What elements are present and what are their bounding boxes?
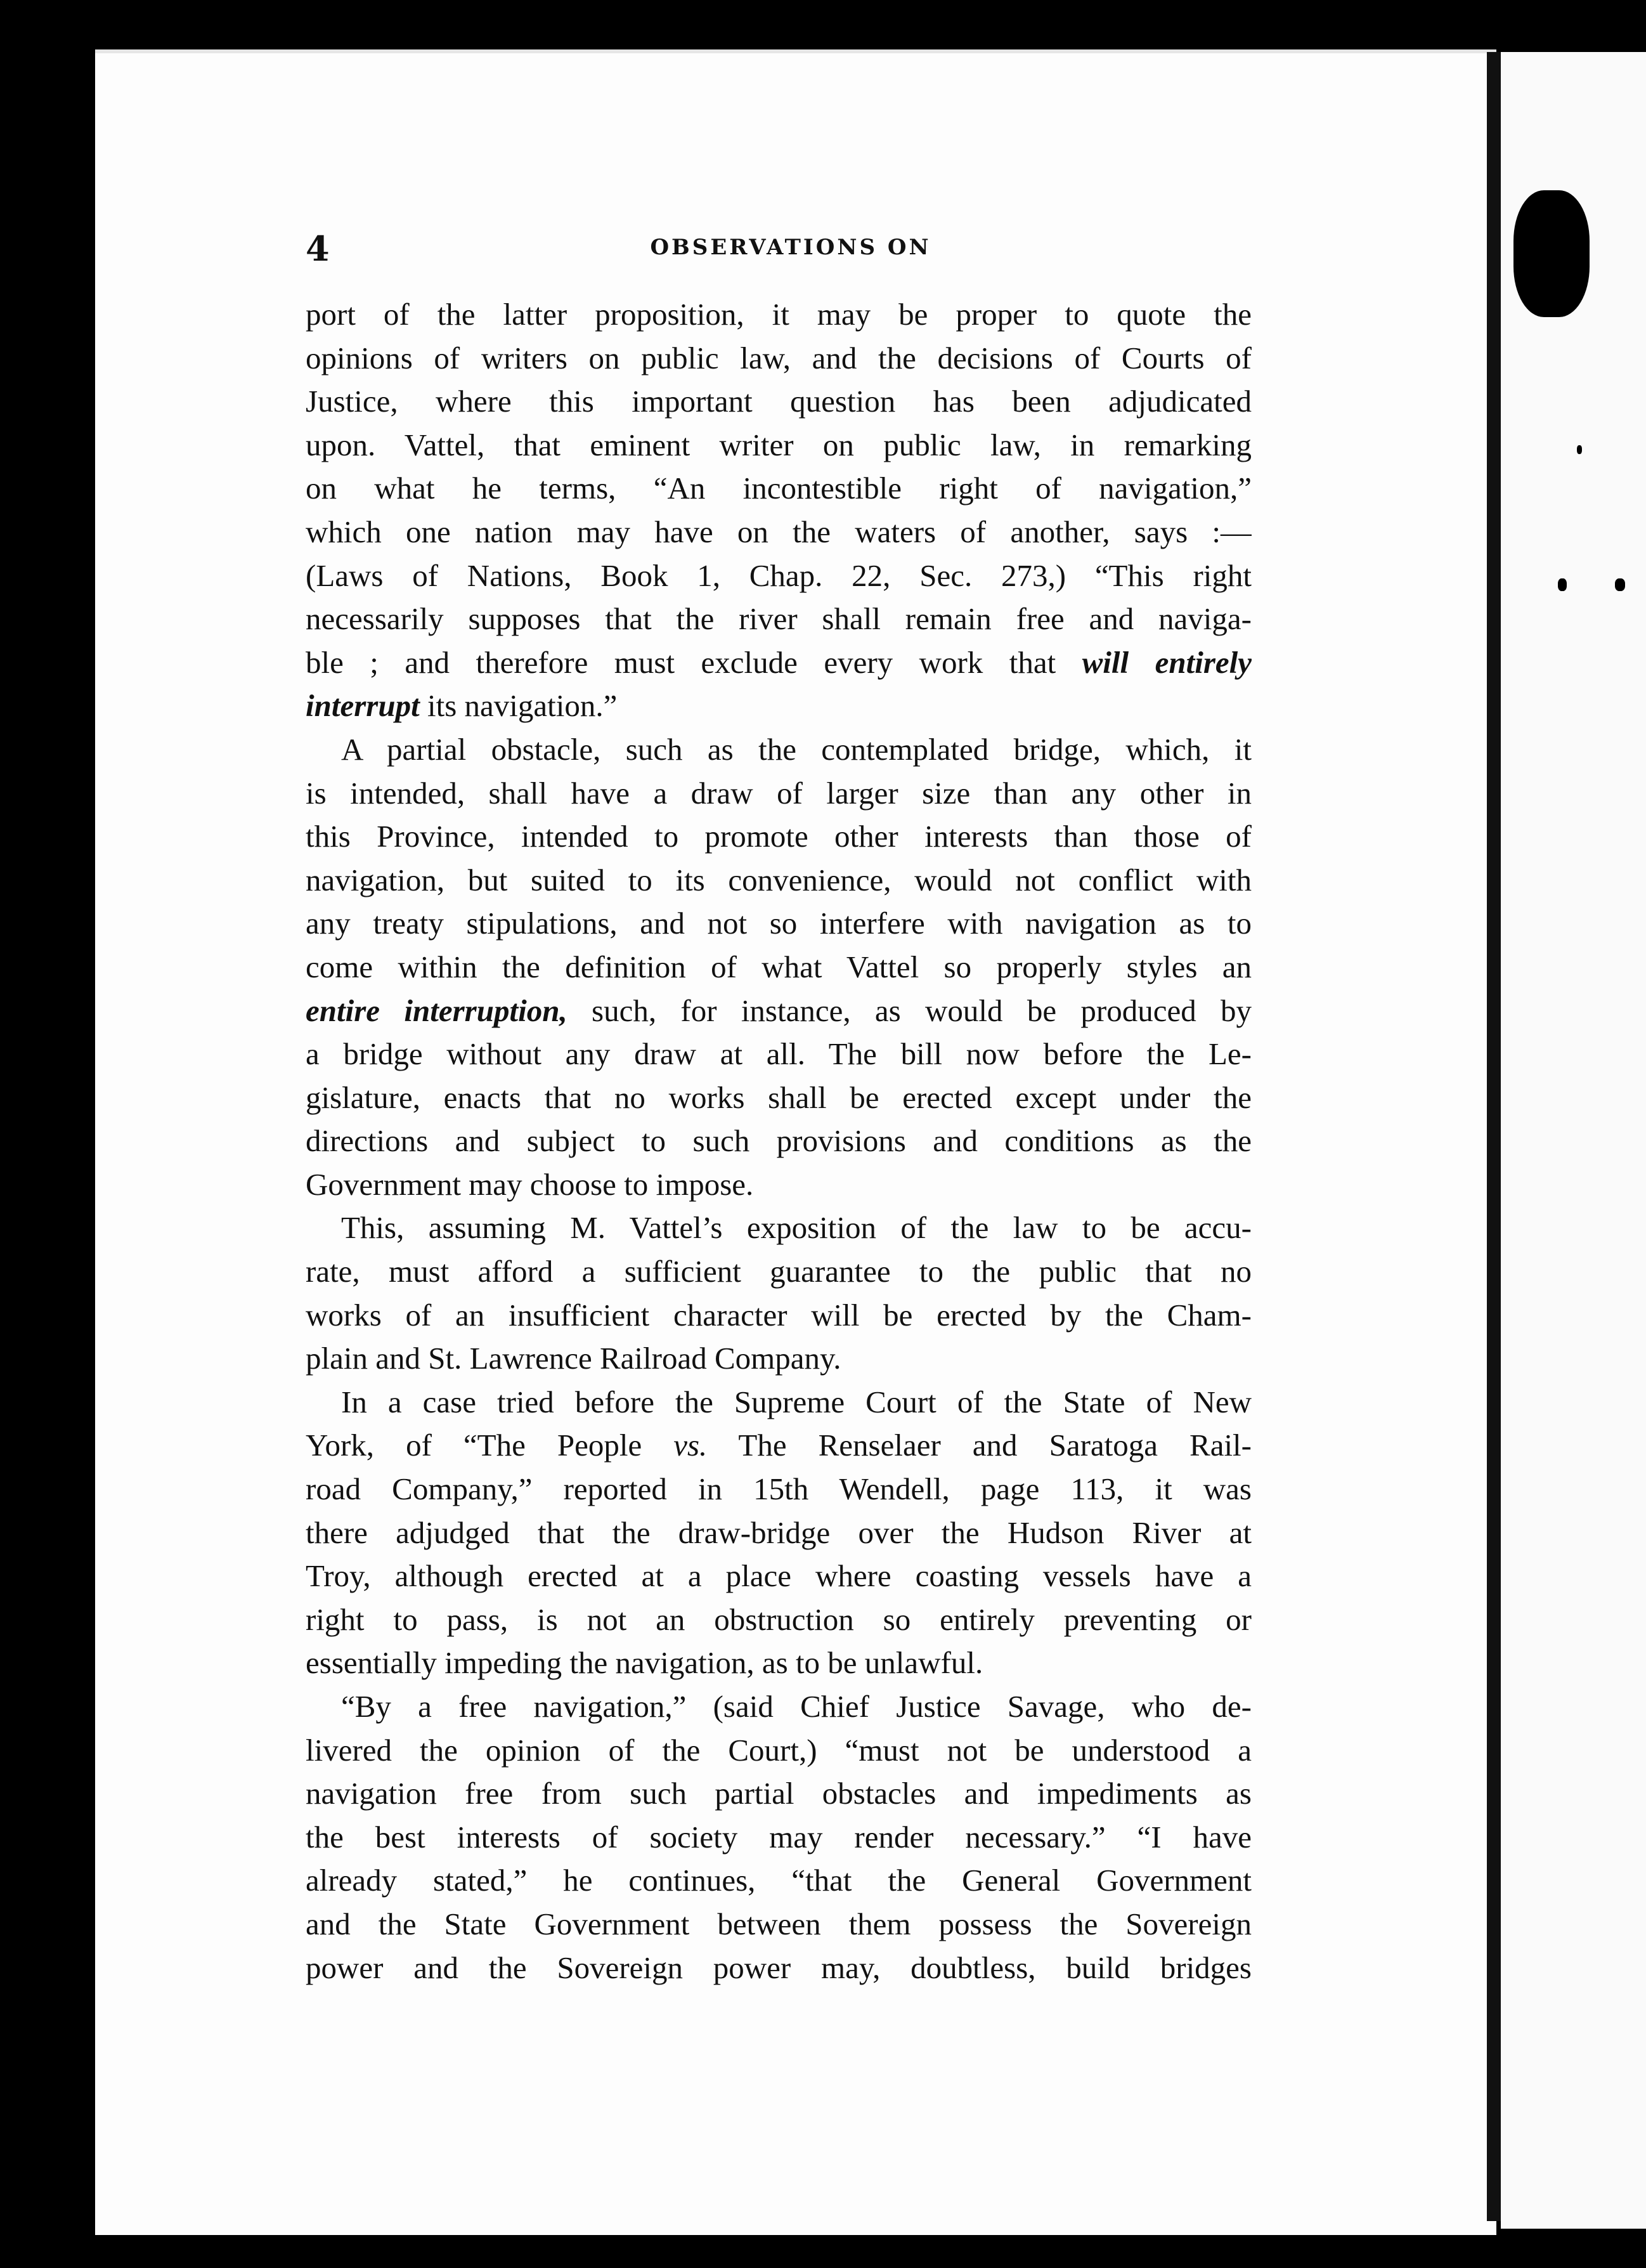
running-head: OBSERVATIONS ON <box>650 235 931 260</box>
text-line: road Company,” reported in 15th Wendell, page 113, it was <box>306 1471 1252 1507</box>
italic-text: vs. <box>673 1428 708 1463</box>
text-line: a bridge without any draw at all. The bill now before the Le- <box>306 1036 1252 1072</box>
page-number: 4 <box>306 228 330 269</box>
text-line: port of the latter proposition, it may be proper to quote the <box>306 297 1252 332</box>
ink-speck <box>1558 578 1567 591</box>
text-line: gislature, enacts that no works shall be erected except under the <box>306 1079 1252 1115</box>
text-line: navigation free from such partial obstacles and impediments as <box>306 1776 1252 1811</box>
text-line: any treaty stipulations, and not so interfere with navigation as to <box>306 906 1252 941</box>
italic-text: entire interruption, <box>306 993 567 1028</box>
text-line: “By a free navigation,” (said Chief Justice Savage, who de- <box>341 1689 1252 1724</box>
text-line: navigation, but suited to its convenience, would not conflict with <box>306 862 1252 897</box>
ink-blot <box>1513 190 1590 317</box>
ink-speck <box>1615 578 1625 591</box>
text-line: and the State Government between them possess the Sovereign <box>306 1906 1252 1941</box>
text-line: the best interests of society may render necessary.” “I have <box>306 1819 1252 1854</box>
text-line: there adjudged that the draw-bridge over the Hudson River at <box>306 1515 1252 1550</box>
ink-speck <box>1577 445 1582 454</box>
text-line: Justice, where this important question has been adjudicated <box>306 384 1252 419</box>
text-line: opinions of writers on public law, and the decisions of Courts of <box>306 340 1252 375</box>
text-line: This, assuming M. Vattel’s exposition of the law to be accu- <box>341 1210 1252 1246</box>
text-line: directions and subject to such provisions and conditions as the <box>306 1123 1252 1159</box>
text-line: right to pass, is not an obstruction so entirely preventing or <box>306 1601 1252 1637</box>
text-line: which one nation may have on the waters of another, says :— <box>306 514 1252 549</box>
text-line: works of an insufficient character will be erected by the Cham- <box>306 1297 1252 1333</box>
text-line: power and the Sovereign power may, doubtless, build bridges <box>306 1950 1252 1985</box>
text-line: A partial obstacle, such as the contemplated bridge, which, it <box>341 731 1252 767</box>
text-line: this Province, intended to promote other interests than those of <box>306 819 1252 854</box>
text-line: plain and St. Lawrence Railroad Company. <box>306 1341 841 1376</box>
text-line: (Laws of Nations, Book 1, Chap. 22, Sec. 273,) “This right <box>306 557 1252 593</box>
text-line: come within the definition of what Vattel so properly styles an <box>306 949 1252 984</box>
text-line: interrupt its navigation.” <box>306 688 618 724</box>
italic-text: will entirely <box>1082 644 1252 680</box>
body-text <box>306 293 1252 1990</box>
text-line: ble ; and therefore must exclude every work that will entirely <box>306 644 1252 680</box>
text-line: Troy, although erected at a place where coasting vessels have a <box>306 1558 1252 1594</box>
text-line: is intended, shall have a draw of larger size than any other in <box>306 775 1252 811</box>
text-line: entire interruption, such, for instance, as would be produced by <box>306 993 1252 1028</box>
page-gutter <box>1487 52 1501 2221</box>
page-header <box>306 228 1276 273</box>
italic-text: interrupt <box>306 688 420 724</box>
text-line: livered the opinion of the Court,) “must not be understood a <box>306 1732 1252 1768</box>
text-line: necessarily supposes that the river shall remain free and naviga- <box>306 601 1252 637</box>
text-line: In a case tried before the Supreme Court of the State of New <box>341 1384 1252 1419</box>
text-line: upon. Vattel, that eminent writer on public law, in remarking <box>306 427 1252 462</box>
text-line: Government may choose to impose. <box>306 1166 754 1202</box>
text-line: York, of “The People vs. The Renselaer and Saratoga Rail- <box>306 1428 1252 1463</box>
facing-page-edge <box>1501 52 1646 2229</box>
text-line: essentially impeding the navigation, as to be unlawful. <box>306 1645 983 1681</box>
text-line: on what he terms, “An incontestible right of navigation,” <box>306 471 1252 506</box>
text-line: rate, must afford a sufficient guarantee to the public that no <box>306 1254 1252 1289</box>
text-line: already stated,” he continues, “that the General Government <box>306 1863 1252 1898</box>
